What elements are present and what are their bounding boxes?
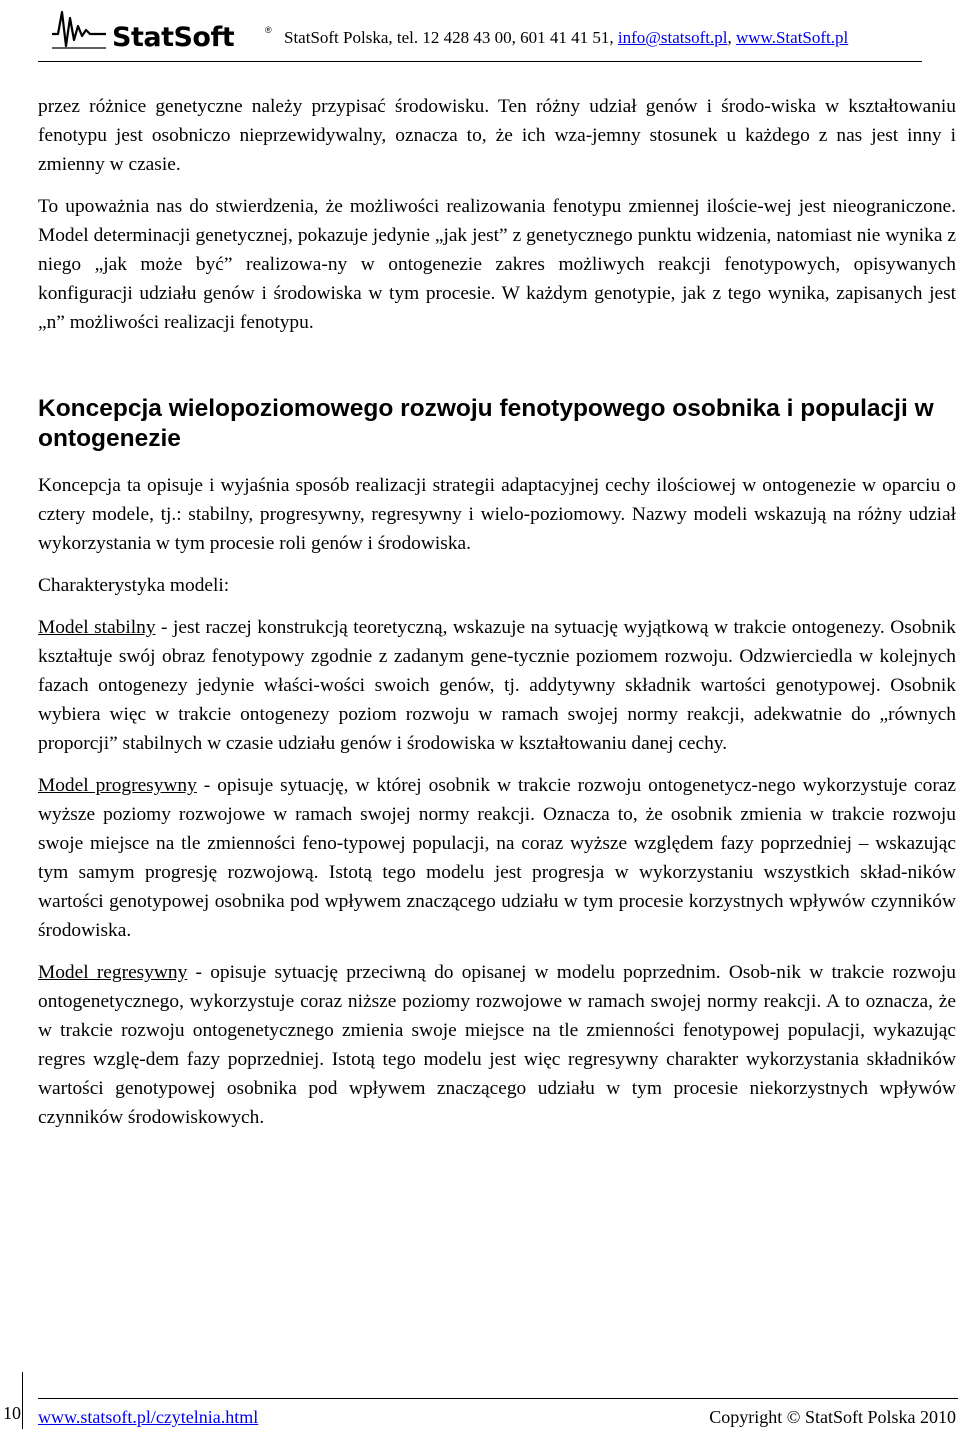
paragraph: Koncepcja ta opisuje i wyjaśnia sposób realizacji strategii adaptacyjnej cechy ilościowej w ontogenezie w oparciu o cztery modele, tj.: stabilny, progresywny, regresywny i wielo-poziomowy. Nazwy modeli wskazują na różny udział wykorzystania w tym procesie roli genów i środowiska. bbox=[38, 475, 956, 554]
email-link[interactable]: info@statsoft.pl bbox=[617, 28, 728, 47]
definition-text: - jest raczej konstrukcją teoretyczną, wskazuje na sytuację wyjątkową w trakcie ontogenezy. Osobnik kształtuje swój obraz fenotypowy zgodnie z zadanym gene-tycznie poziomem rozwoju. Odzwierciedla w kolejnych fazach ontogenezy jedynie właści-wości swoich genów, tj. addytywny składnik wartości genotypowej. Osobnik wybiera więc w trakcie ontogenezy poziom rozwoju w ramach swojej normy reakcji, adekwatnie do „równych proporcji” stabilnych w czasie udziału genów i środowiska w kształtowaniu danej cechy. bbox=[38, 617, 956, 754]
term-model-progresywny: Model progresywny bbox=[38, 775, 197, 796]
definition-text: - opisuje sytuację, w której osobnik w trakcie rozwoju ontogenetycz-nego wykorzystuje coraz wyższe poziomy rozwojowe w ramach swojej normy reakcji. Oznacza to, że osobnik zmienia w trakcie rozwoju swoje miejsce na tle zmienności feno-typowej populacji, na coraz wyższe względem fazy poprzedniej – wskazując tym samym progresję rozwojową. Istotą tego modelu jest progresja w wykorzystaniu wszystkich skład-ników wartości genotypowej osobnika pod wpływem znaczącego udziału w tym procesie korzystnych wpływów czynników środowiska. bbox=[38, 775, 957, 941]
paragraph-model-progresywny bbox=[38, 771, 956, 945]
footer-divider bbox=[38, 1398, 958, 1399]
paragraph: To upoważnia nas do stwierdzenia, że możliwości realizowania fenotypu zmiennej iloście-wej jest nieograniczone. Model determinacji genetycznej, pokazuje jedynie „jak jest” z genetycznego punktu widzenia, natomiast nie wynika z niego „jak może być” realizowa-ny w ontogenezie zakres możliwych reakcji fenotypowych, opisywanych konfiguracji udziału genów i środowiska w tym procesie. W każdym genotypie, jak z tego wynika, zapisanych jest „n” możliwości realizacji fenotypu. bbox=[38, 196, 956, 333]
definition-text: - opisuje sytuację przeciwną do opisanej w modelu poprzednim. Osob-nik w trakcie rozwoju ontogenetycznego, wykorzystuje coraz niższe poziomy rozwojowe w ramach swojej normy reakcji. A to oznacza, że w trakcie rozwoju ontogenetycznego zmienia swoje miejsce na tle zmienności fenotypowej populacji, wykazując regres wzglę-dem fazy poprzedniej. Istotą tego modelu jest więc regresywny charakter wykorzystania składników wartości genotypowej osobnika pod wpływem znaczącego udziału w tym procesie niekorzystnych wpływów czynników środowiskowych. bbox=[38, 962, 956, 1128]
page-number: 10 bbox=[3, 1403, 21, 1423]
copyright-text: Copyright © StatSoft Polska 2010 bbox=[709, 1407, 956, 1427]
main-content bbox=[38, 92, 956, 1132]
page-header bbox=[38, 2, 922, 53]
header-divider bbox=[38, 61, 922, 62]
paragraph: Charakterystyka modeli: bbox=[38, 575, 230, 596]
contact-text: StatSoft Polska, tel. 12 428 43 00, 601 41 41 51, bbox=[284, 28, 618, 47]
contact-separator: , bbox=[727, 28, 736, 47]
term-model-stabilny: Model stabilny bbox=[38, 617, 156, 638]
registered-mark: ® bbox=[265, 25, 272, 35]
paragraph-model-stabilny bbox=[38, 613, 956, 758]
paragraph: przez różnice genetyczne należy przypisać środowisku. Ten różny udział genów i środo-wiska w kształtowaniu fenotypu jest osobniczo nieprzewidywalny, oznacza to, że ich wza-jemny stosunek u każdego z nas jest inny i zmienny w czasie. bbox=[38, 96, 956, 175]
section-heading: Koncepcja wielopoziomowego rozwoju fenotypowego osobnika i populacji w ontogenezie bbox=[38, 395, 934, 452]
waveform-icon bbox=[50, 8, 110, 50]
paragraph-model-regresywny bbox=[38, 958, 956, 1132]
website-link[interactable]: www.StatSoft.pl bbox=[736, 28, 849, 47]
statsoft-logo bbox=[50, 8, 272, 53]
term-model-regresywny: Model regresywny bbox=[38, 962, 188, 983]
header-contact bbox=[284, 29, 848, 46]
footer-link[interactable]: www.statsoft.pl/czytelnia.html bbox=[38, 1407, 259, 1427]
logo-text: StatSoft bbox=[112, 22, 235, 53]
